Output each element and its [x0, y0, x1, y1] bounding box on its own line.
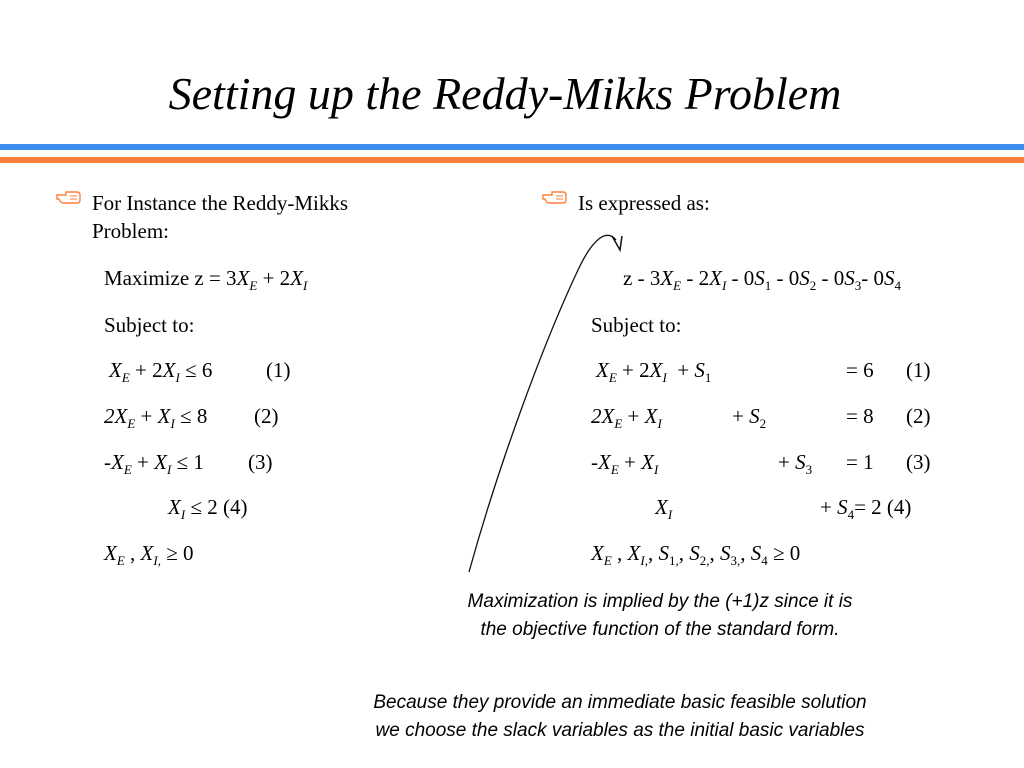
left-constraint-2-number: (2) [254, 404, 279, 428]
right-equation-2-rhs: = 8 [846, 404, 874, 428]
note-maximization-line2: the objective function of the standard form. [480, 619, 840, 640]
right-equation-1-number: (1) [906, 358, 931, 382]
left-intro-line2: Problem: [92, 219, 169, 243]
right-intro: Is expressed as: [578, 191, 710, 215]
note-slack-variables-line2: we choose the slack variables as the initial basic variables [375, 720, 865, 741]
right-equation-3: $-X_E + X_I$ [591, 450, 659, 477]
right-subject-to: Subject to: [591, 313, 682, 337]
right-equation-3-rhs: = 1 [846, 450, 874, 474]
right-nonnegativity: $X_E$ , $X_{I,}$, $S_{1,}$, $S_{2,}$, $S_{3,}$, $S_4 \ge 0$ [591, 541, 801, 568]
right-equation-2-slack: + $S_2$ [732, 404, 767, 431]
left-constraint-2: $2X_E + X_I \le 8$ [104, 404, 208, 431]
right-equation-2-number: (2) [906, 404, 931, 428]
left-constraint-4: $X_I \le 2$ (4) [168, 495, 248, 522]
left-constraint-3-number: (3) [248, 450, 273, 474]
right-equation-4: $X_I$ [655, 495, 673, 522]
right-equation-4-slack: + $S_4= 2$ (4) [820, 495, 912, 522]
left-subject-to: Subject to: [104, 313, 195, 337]
right-equation-3-slack: + $S_3$ [778, 450, 813, 477]
note-maximization-line1: Maximization is implied by the (+1)z since it is [467, 591, 853, 612]
note-slack-variables-line1: Because they provide an immediate basic feasible solution [373, 692, 867, 713]
right-equation-1: $X_E + 2X_I + S_1$ [596, 358, 712, 385]
right-equation-2: $2X_E + X_I$ [591, 404, 662, 431]
left-constraint-1-number: (1) [266, 358, 291, 382]
right-equation-1-rhs: = 6 [846, 358, 874, 382]
note-slack-variables [300, 689, 940, 745]
left-nonnegativity: $X_E$ , $X_{I,} \ge 0$ [104, 541, 194, 568]
page-title: Setting up the Reddy-Mikks Problem [168, 68, 842, 119]
right-equation-3-number: (3) [906, 450, 931, 474]
right-objective: z - $3X_E - 2X_I - 0S_1 - 0S_2 - 0S_3-$ $0S_4$ [623, 266, 902, 293]
left-objective: Maximize $z = 3X_E + 2X_I$ [104, 266, 308, 293]
left-intro-line1: For Instance the Reddy-Mikks [92, 191, 349, 215]
note-maximization [400, 588, 920, 644]
left-constraint-1: $X_E + 2X_I \le 6$ [109, 358, 213, 385]
left-constraint-3: $-X_E + X_I \le 1$ [104, 450, 204, 477]
